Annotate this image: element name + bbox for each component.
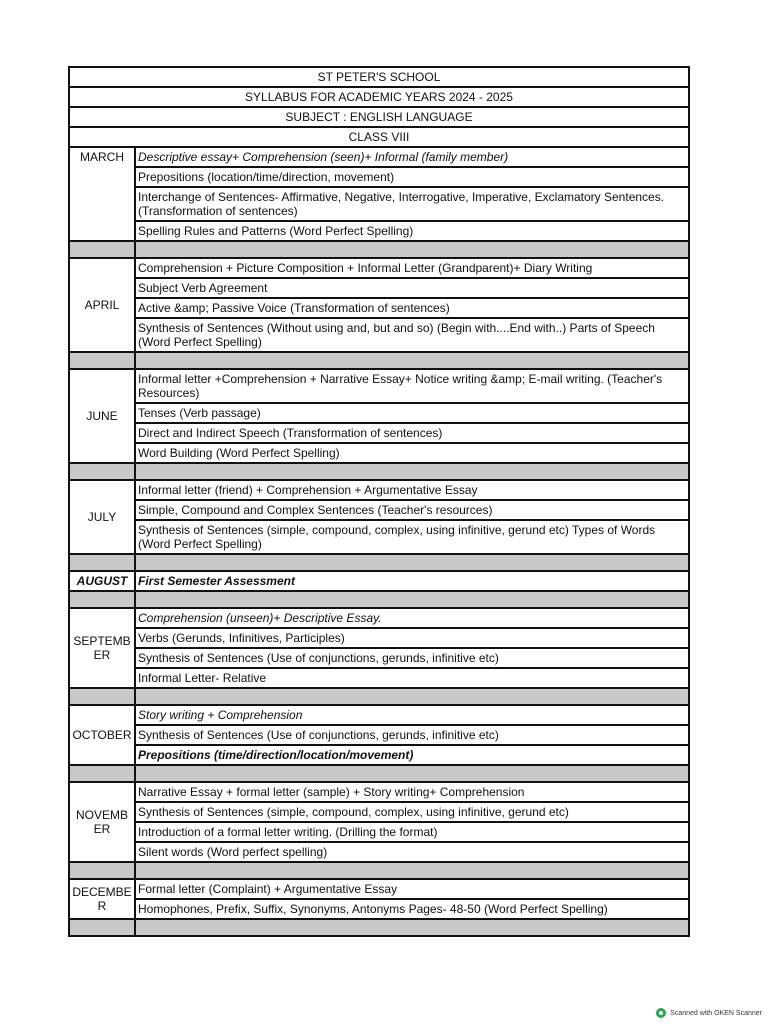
school-name: ST PETER'S SCHOOL [69, 67, 689, 87]
topic-cell: First Semester Assessment [135, 571, 689, 591]
scanner-text: Scanned with OKEN Scanner [670, 1009, 762, 1017]
table-row [69, 571, 689, 591]
table-row [69, 318, 689, 352]
topic-cell: Synthesis of Sentences (Use of conjunctions, gerunds, infinitive etc) [135, 648, 689, 668]
spacer-row [69, 765, 689, 782]
topic-cell: Synthesis of Sentences (Without using and, but and so) (Begin with....End with..) Parts of Speech (Word Perfect Spelling) [135, 318, 689, 352]
table-row [69, 782, 689, 802]
topic-cell: Homophones, Prefix, Suffix, Synonyms, Antonyms Pages- 48-50 (Word Perfect Spelling) [135, 899, 689, 919]
table-row [69, 443, 689, 463]
topic-cell: Informal letter +Comprehension + Narrative Essay+ Notice writing &amp; E-mail writing. (Teacher's Resources) [135, 369, 689, 403]
month-october: OCTOBER [69, 705, 135, 765]
scanner-watermark [656, 1008, 762, 1018]
table-row [69, 842, 689, 862]
month-december: DECEMBE R [69, 879, 135, 919]
topic-cell: Formal letter (Complaint) + Argumentative Essay [135, 879, 689, 899]
table-row [69, 480, 689, 500]
topic-cell: Active &amp; Passive Voice (Transformation of sentences) [135, 298, 689, 318]
table-row [69, 167, 689, 187]
topic-cell: Spelling Rules and Patterns (Word Perfect Spelling) [135, 221, 689, 241]
month-november: NOVEMB ER [69, 782, 135, 862]
table-row [69, 725, 689, 745]
topic-cell: Introduction of a formal letter writing. (Drilling the format) [135, 822, 689, 842]
table-row [69, 745, 689, 765]
topic-cell: Narrative Essay + formal letter (sample) + Story writing+ Comprehension [135, 782, 689, 802]
topic-cell: Descriptive essay+ Comprehension (seen)+ Informal (family member) [135, 147, 689, 167]
syllabus-title: SYLLABUS FOR ACADEMIC YEARS 2024 - 2025 [69, 87, 689, 107]
topic-cell: Word Building (Word Perfect Spelling) [135, 443, 689, 463]
month-july: JULY [69, 480, 135, 554]
table-row [69, 500, 689, 520]
table-row [69, 648, 689, 668]
table-row [69, 147, 689, 167]
spacer-row [69, 591, 689, 608]
class-title: CLASS VIII [69, 127, 689, 147]
spacer-row [69, 862, 689, 879]
topic-cell: Subject Verb Agreement [135, 278, 689, 298]
table-row [69, 187, 689, 221]
topic-cell: Direct and Indirect Speech (Transformation of sentences) [135, 423, 689, 443]
spacer-row [69, 688, 689, 705]
table-row [69, 802, 689, 822]
syllabus-table [68, 66, 690, 937]
topic-cell: Verbs (Gerunds, Infinitives, Participles) [135, 628, 689, 648]
topic-cell: Tenses (Verb passage) [135, 403, 689, 423]
month-april: APRIL [69, 258, 135, 352]
table-row [69, 403, 689, 423]
topic-cell: Silent words (Word perfect spelling) [135, 842, 689, 862]
table-row [69, 705, 689, 725]
spacer-row [69, 463, 689, 480]
table-row [69, 822, 689, 842]
topic-cell: Prepositions (location/time/direction, movement) [135, 167, 689, 187]
topic-cell: Informal Letter- Relative [135, 668, 689, 688]
month-march: MARCH [69, 147, 135, 241]
spacer-row [69, 241, 689, 258]
month-august: AUGUST [69, 571, 135, 591]
topic-cell: Comprehension (unseen)+ Descriptive Essay. [135, 608, 689, 628]
scanner-logo-icon [656, 1008, 666, 1018]
table-row [69, 879, 689, 899]
table-row [69, 369, 689, 403]
table-row [69, 628, 689, 648]
topic-cell: Interchange of Sentences- Affirmative, Negative, Interrogative, Imperative, Exclamatory Sentences. (Transformation of sentences) [135, 187, 689, 221]
topic-cell: Story writing + Comprehension [135, 705, 689, 725]
month-june: JUNE [69, 369, 135, 463]
topic-cell: Synthesis of Sentences (Use of conjunctions, gerunds, infinitive etc) [135, 725, 689, 745]
table-row [69, 258, 689, 278]
topic-cell: Synthesis of Sentences (simple, compound, complex, using infinitive, gerund etc) Types of Words (Word Perfect Spelling) [135, 520, 689, 554]
table-row [69, 221, 689, 241]
table-row [69, 899, 689, 919]
table-row [69, 608, 689, 628]
table-row [69, 278, 689, 298]
topic-cell: Comprehension + Picture Composition + Informal Letter (Grandparent)+ Diary Writing [135, 258, 689, 278]
spacer-row [69, 919, 689, 936]
table-row [69, 520, 689, 554]
spacer-row [69, 554, 689, 571]
table-row [69, 668, 689, 688]
topic-cell: Prepositions (time/direction/location/movement) [135, 745, 689, 765]
spacer-row [69, 352, 689, 369]
topic-cell: Simple, Compound and Complex Sentences (Teacher's resources) [135, 500, 689, 520]
topic-cell: Synthesis of Sentences (simple, compound, complex, using infinitive, gerund etc) [135, 802, 689, 822]
month-september: SEPTEMB ER [69, 608, 135, 688]
topic-cell: Informal letter (friend) + Comprehension + Argumentative Essay [135, 480, 689, 500]
subject-title: SUBJECT : ENGLISH LANGUAGE [69, 107, 689, 127]
table-row [69, 423, 689, 443]
table-row [69, 298, 689, 318]
